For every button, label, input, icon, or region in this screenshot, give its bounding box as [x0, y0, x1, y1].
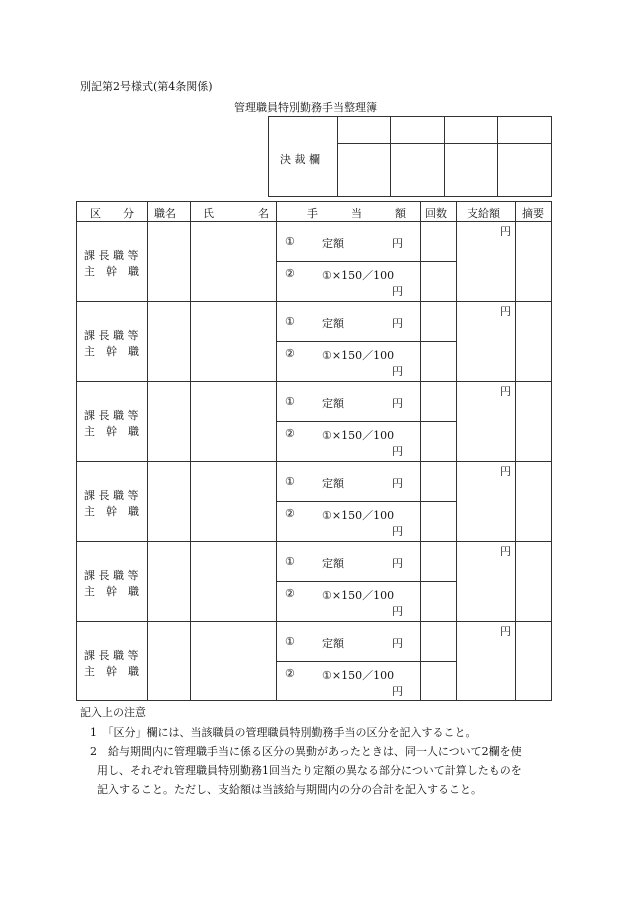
allowance-1-label: 定額	[322, 477, 344, 490]
allowance-1-label: 定額	[322, 397, 344, 410]
form-label: 別記第2号様式(第4条関係)	[80, 80, 213, 93]
category-line-1: 課 長 職 等	[84, 649, 139, 662]
category-line-1: 課 長 職 等	[84, 249, 139, 262]
allowance-1-number: ①	[285, 315, 295, 328]
allowance-2-unit: 円	[392, 685, 403, 698]
allowance-1-unit: 円	[392, 557, 403, 570]
allowance-1-number: ①	[285, 235, 295, 248]
page-title: 管理職員特別勤務手当整理簿	[234, 101, 377, 114]
note-item-1: 1 「区分」欄には、当該職員の管理職員特別勤務手当の区分を記入すること。	[90, 726, 477, 739]
allowance-2-number: ②	[285, 427, 295, 440]
allowance-1-number: ①	[285, 475, 295, 488]
allowance-1-label: 定額	[322, 637, 344, 650]
header-position: 職名	[154, 207, 176, 220]
paid-unit: 円	[500, 465, 511, 478]
allowance-2-unit: 円	[392, 525, 403, 538]
category-line-2: 主 幹 職	[84, 665, 139, 678]
paid-unit: 円	[500, 385, 511, 398]
allowance-1-number: ①	[285, 555, 295, 568]
allowance-2-unit: 円	[392, 365, 403, 378]
allowance-1-unit: 円	[392, 237, 403, 250]
allowance-2-number: ②	[285, 667, 295, 680]
category-line-2: 主 幹 職	[84, 265, 139, 278]
allowance-2-label: ①×150／100	[322, 509, 395, 522]
allowance-2-label: ①×150／100	[322, 669, 395, 682]
allowance-2-label: ①×150／100	[322, 429, 395, 442]
allowance-1-label: 定額	[322, 237, 344, 250]
header-allowance: 手 当 額	[307, 207, 406, 220]
category-line-1: 課 長 職 等	[84, 409, 139, 422]
allowance-2-unit: 円	[392, 445, 403, 458]
category-line-2: 主 幹 職	[84, 505, 139, 518]
allowance-1-unit: 円	[392, 477, 403, 490]
header-count: 回数	[425, 207, 447, 220]
allowance-2-unit: 円	[392, 285, 403, 298]
header-paid: 支給額	[467, 207, 500, 220]
note-item-2: 2 給与期間内に管理職手当に係る区分の異動があったときは、同一人について2欄を使	[90, 745, 522, 758]
notes-heading: 記入上の注意	[80, 706, 146, 719]
paid-unit: 円	[500, 305, 511, 318]
allowance-2-number: ②	[285, 587, 295, 600]
allowance-1-label: 定額	[322, 317, 344, 330]
allowance-2-label: ①×150／100	[322, 269, 395, 282]
allowance-2-number: ②	[285, 347, 295, 360]
allowance-1-label: 定額	[322, 557, 344, 570]
allowance-2-unit: 円	[392, 605, 403, 618]
allowance-1-number: ①	[285, 395, 295, 408]
allowance-2-label: ①×150／100	[322, 589, 395, 602]
category-line-1: 課 長 職 等	[84, 329, 139, 342]
allowance-1-unit: 円	[392, 637, 403, 650]
paid-unit: 円	[500, 225, 511, 238]
header-remarks: 摘要	[522, 207, 544, 220]
header-name: 氏 名	[203, 207, 269, 220]
category-line-1: 課 長 職 等	[84, 489, 139, 502]
allowance-1-unit: 円	[392, 317, 403, 330]
allowance-2-label: ①×150／100	[322, 349, 395, 362]
note-item-2-cont-1: 用し、それぞれ管理職員特別勤務1回当たり定額の異なる部分について計算したものを	[97, 764, 522, 777]
approval-label: 決 裁 欄	[280, 153, 320, 166]
allowance-2-number: ②	[285, 507, 295, 520]
header-category: 区 分	[90, 207, 134, 220]
allowance-1-unit: 円	[392, 397, 403, 410]
category-line-2: 主 幹 職	[84, 585, 139, 598]
allowance-1-number: ①	[285, 635, 295, 648]
category-line-2: 主 幹 職	[84, 425, 139, 438]
category-line-2: 主 幹 職	[84, 345, 139, 358]
note-item-2-cont-2: 記入すること。ただし、支給額は当該給与期間内の分の合計を記入すること。	[97, 783, 482, 796]
allowance-2-number: ②	[285, 267, 295, 280]
category-line-1: 課 長 職 等	[84, 569, 139, 582]
paid-unit: 円	[500, 625, 511, 638]
paid-unit: 円	[500, 545, 511, 558]
